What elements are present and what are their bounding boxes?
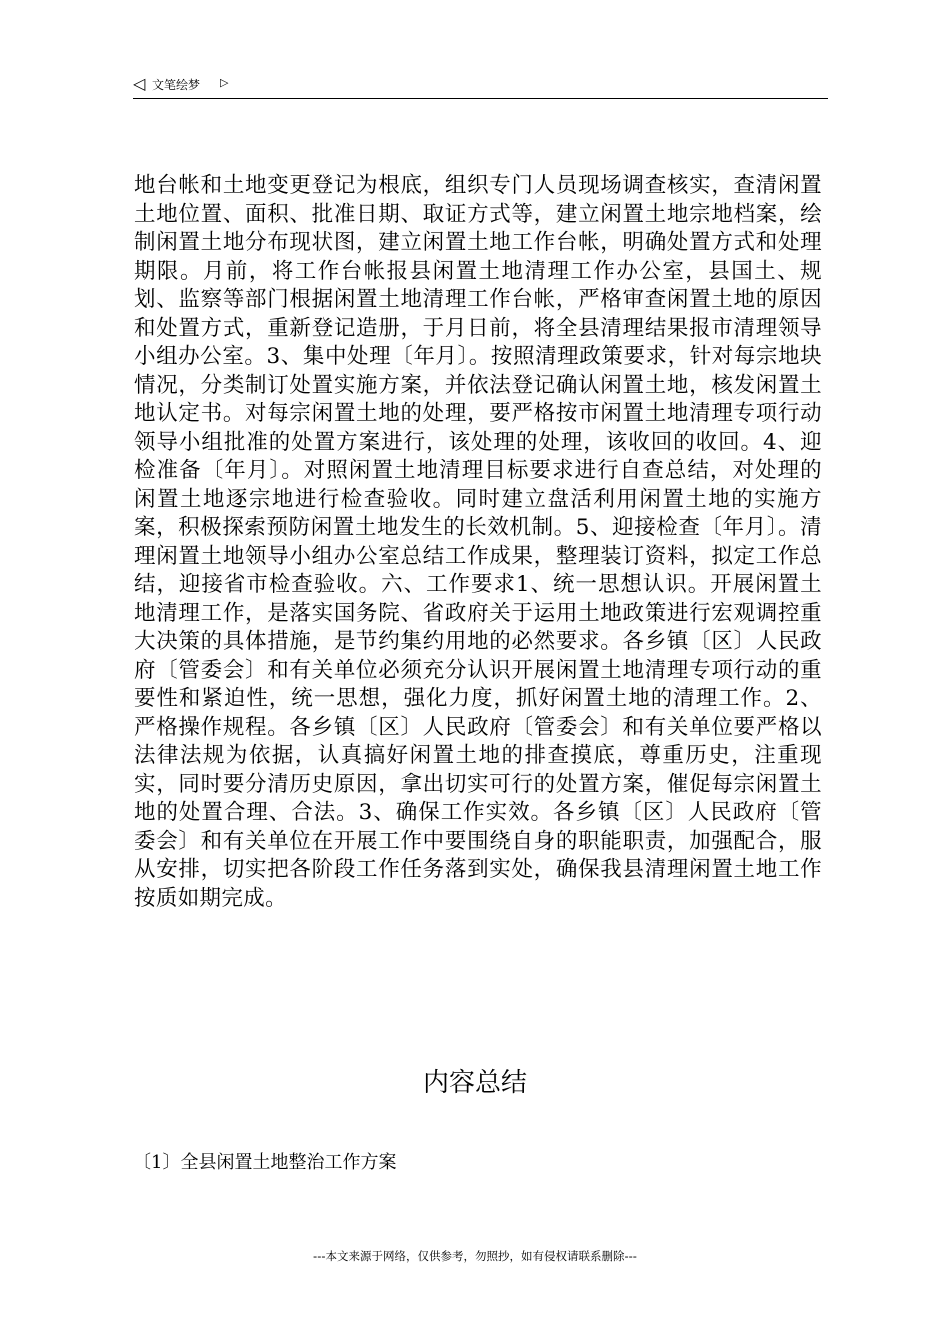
header-brand: 文笔绘梦: [152, 78, 201, 92]
summary-item: 〔1〕全县闲置土地整治工作方案: [133, 1152, 397, 1173]
page-header: [133, 74, 828, 99]
summary-title: 内容总结: [422, 1068, 527, 1098]
page-footer: ---本文来源于网络，仅供参考，勿照抄，如有侵权请联系删除---: [313, 1249, 637, 1263]
right-triangle-icon: ▷: [220, 76, 229, 89]
left-triangle-icon: ◁: [133, 74, 146, 93]
body-paragraph: 地台帐和土地变更登记为根底，组织专门人员现场调查核实，查清闲置土地位置、面积、批准日期、取证方式等，建立闲置土地宗地档案，绘制闲置土地分布现状图，建立闲置土地工作台帐，明确处置方式和处理期限。月前，将工作台帐报县闲置土地清理工作办公室，县国土、规划、监察等部门根据闲置土地清理工作台帐，严格审查闲置土地的原因和处置方式，重新登记造册，于月日前，将全县清理结果报市清理领导小组办公室。3、集中处理〔年月〕。按照清理政策要求，针对每宗地块情况，分类制订处置实施方案，并依法登记确认闲置土地，核发闲置土地认定书。对每宗闲置土地的处理，要严格按市闲置土地清理专项行动领导小组批准的处置方案进行，该处理的处理，该收回的收回。4、迎检准备〔年月〕。对照闲置土地清理目标要求进行自查总结，对处理的闲置土地逐宗地进行检查验收。同时建立盘活利用闲置土地的实施方案，积极探索预防闲置土地发生的长效机制。5、迎接检查〔年月〕。清理闲置土地领导小组办公室总结工作成果，整理装订资料，拟定工作总结，迎接省市检查验收。六、工作要求1、统一思想认识。开展闲置土地清理工作，是落实国务院、省政府关于运用土地政策进行宏观调控重大决策的具体措施，是节约集约用地的必然要求。各乡镇〔区〕人民政府〔管委会〕和有关单位必须充分认识开展闲置土地清理专项行动的重要性和紧迫性，统一思想，强化力度，抓好闲置土地的清理工作。2、严格操作规程。各乡镇〔区〕人民政府〔管委会〕和有关单位要严格以法律法规为依据，认真搞好闲置土地的排查摸底，尊重历史，注重现实，同时要分清历史原因，拿出切实可行的处置方案，催促每宗闲置土地的处置合理、合法。3、确保工作实效。各乡镇〔区〕人民政府〔管委会〕和有关单位在开展工作中要围绕自身的职能职责，加强配合，服从安排，切实把各阶段工作任务落到实处，确保我县清理闲置土地工作按质如期完成。: [134, 173, 822, 911]
